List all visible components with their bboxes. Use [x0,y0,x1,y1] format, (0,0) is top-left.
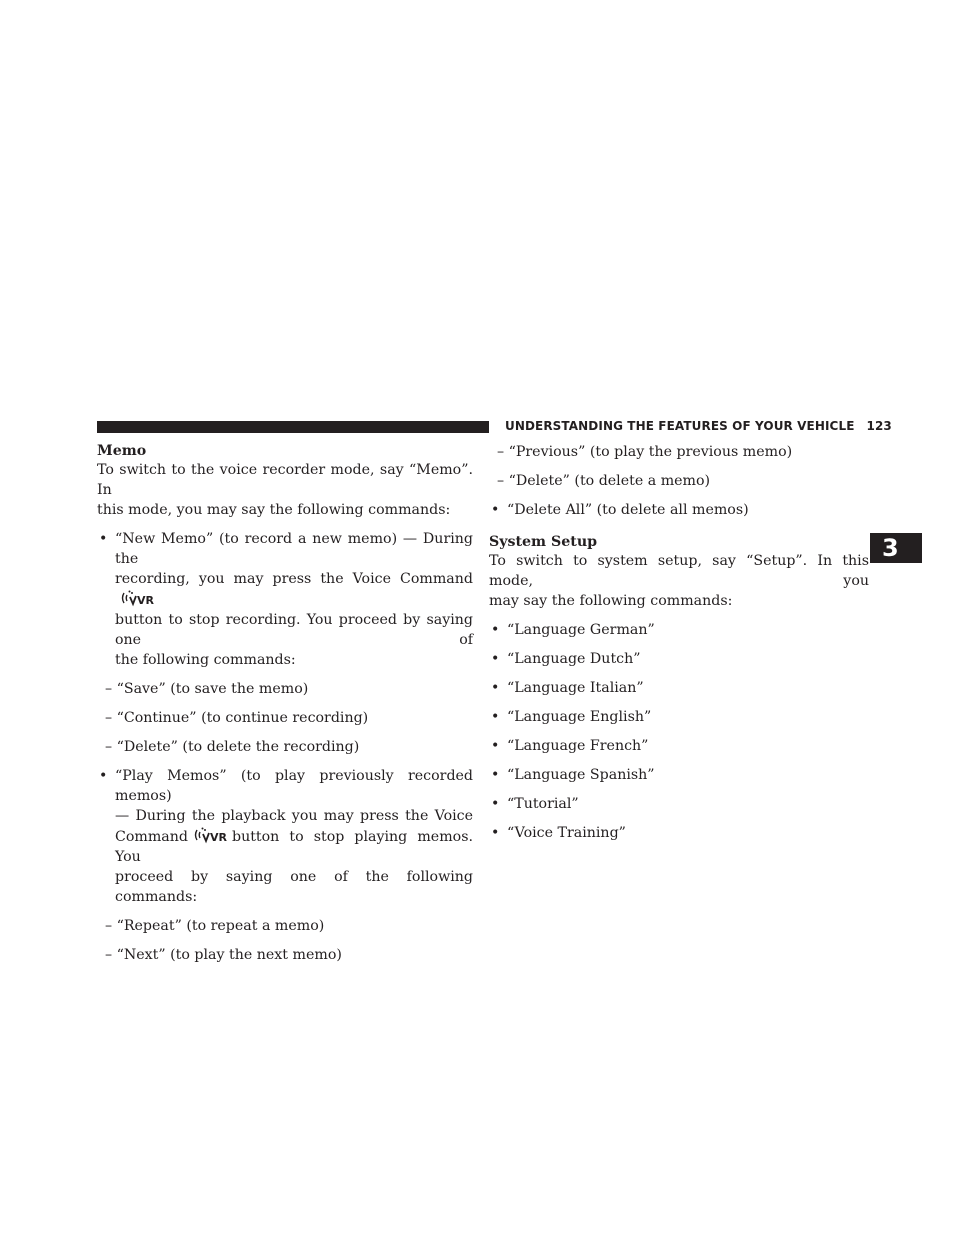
header-title: UNDERSTANDING THE FEATURES OF YOUR VEHICLE [505,419,855,433]
list-item-voice-training [489,823,869,843]
command-text: “Language French” [507,738,649,754]
bullet-dot: • [491,622,500,638]
sub-item-delete-recording: – “Delete” (to delete the recording) [105,739,360,755]
list-item-language-dutch [489,649,869,669]
bullet-dot: • [99,531,108,547]
bullet-dot: • [491,796,500,812]
new-memo-line3: button to stop recording. You proceed by saying one of [115,612,473,648]
sub-item-continue: – “Continue” (to continue recording) [105,710,369,726]
command-text: “Language Spanish” [507,767,655,783]
delete-all-text: “Delete All” (to delete all memos) [507,502,749,518]
sub-item-previous: – “Previous” (to play the previous memo) [497,444,793,460]
play-memos-line1: “Play Memos” (to play previously recorded memos) [115,768,473,804]
list-item-language-italian [489,678,869,698]
command-text: “Language Dutch” [507,651,641,667]
sub-item-save: – “Save” (to save the memo) [105,681,309,697]
list-item-new-memo [97,529,473,670]
bullet-dot: • [491,502,500,518]
voice-command-vr-icon [190,826,230,844]
command-text: “Language German” [507,622,655,638]
command-text: “Tutorial” [507,796,579,812]
new-memo-line1: “New Memo” (to record a new memo) — During the [115,531,473,567]
sub-item-next: – “Next” (to play the next memo) [105,947,342,963]
svg-text:VR: VR [137,594,154,607]
right-column [489,442,869,843]
new-memo-line2 [115,569,473,610]
list-item-language-spanish [489,765,869,785]
memo-intro-line1: To switch to the voice recorder mode, say “Memo”. In [97,462,473,498]
page-number: 123 [866,419,892,433]
voice-command-vr-icon [117,589,157,607]
bullet-dot: • [491,738,500,754]
system-setup-heading: System Setup [489,534,598,550]
list-item-language-english [489,707,869,727]
left-column [97,442,473,965]
play-memos-line2: — During the playback you may press the Voice [115,808,473,824]
command-text: “Voice Training” [507,825,626,841]
play-memos-line4: proceed by saying one of the following commands: [115,869,473,905]
command-text: “Language English” [507,709,652,725]
play-memos-line3 [115,826,473,867]
list-item-language-french [489,736,869,756]
bullet-dot: • [491,825,500,841]
bullet-dot: • [491,709,500,725]
header-rule [97,421,489,433]
sub-item-delete-memo: – “Delete” (to delete a memo) [497,473,711,489]
play-memos-line3-start: Command [115,829,188,845]
bullet-dot: • [491,680,500,696]
memo-heading: Memo [97,443,147,459]
list-item-delete-all [489,500,869,520]
list-item-tutorial [489,794,869,814]
list-item-language-german [489,620,869,640]
system-setup-intro-line1: To switch to system setup, say “Setup”. In this mode, you [489,553,869,589]
list-item-play-memos [97,766,473,907]
bullet-dot: • [491,767,500,783]
bullet-dot: • [491,651,500,667]
new-memo-line2-text: recording, you may press the Voice Command [115,571,473,587]
sub-item-repeat: – “Repeat” (to repeat a memo) [105,918,325,934]
chapter-tab: 3 [870,533,922,563]
svg-text:VR: VR [209,831,227,844]
new-memo-line4: the following commands: [115,652,296,668]
command-text: “Language Italian” [507,680,644,696]
system-setup-intro-line2: may say the following commands: [489,593,733,609]
running-header [505,419,892,433]
play-memos-line3-end: button to stop playing memos. You [115,829,473,865]
memo-intro-line2: this mode, you may say the following commands: [97,502,451,518]
bullet-dot: • [99,768,108,784]
